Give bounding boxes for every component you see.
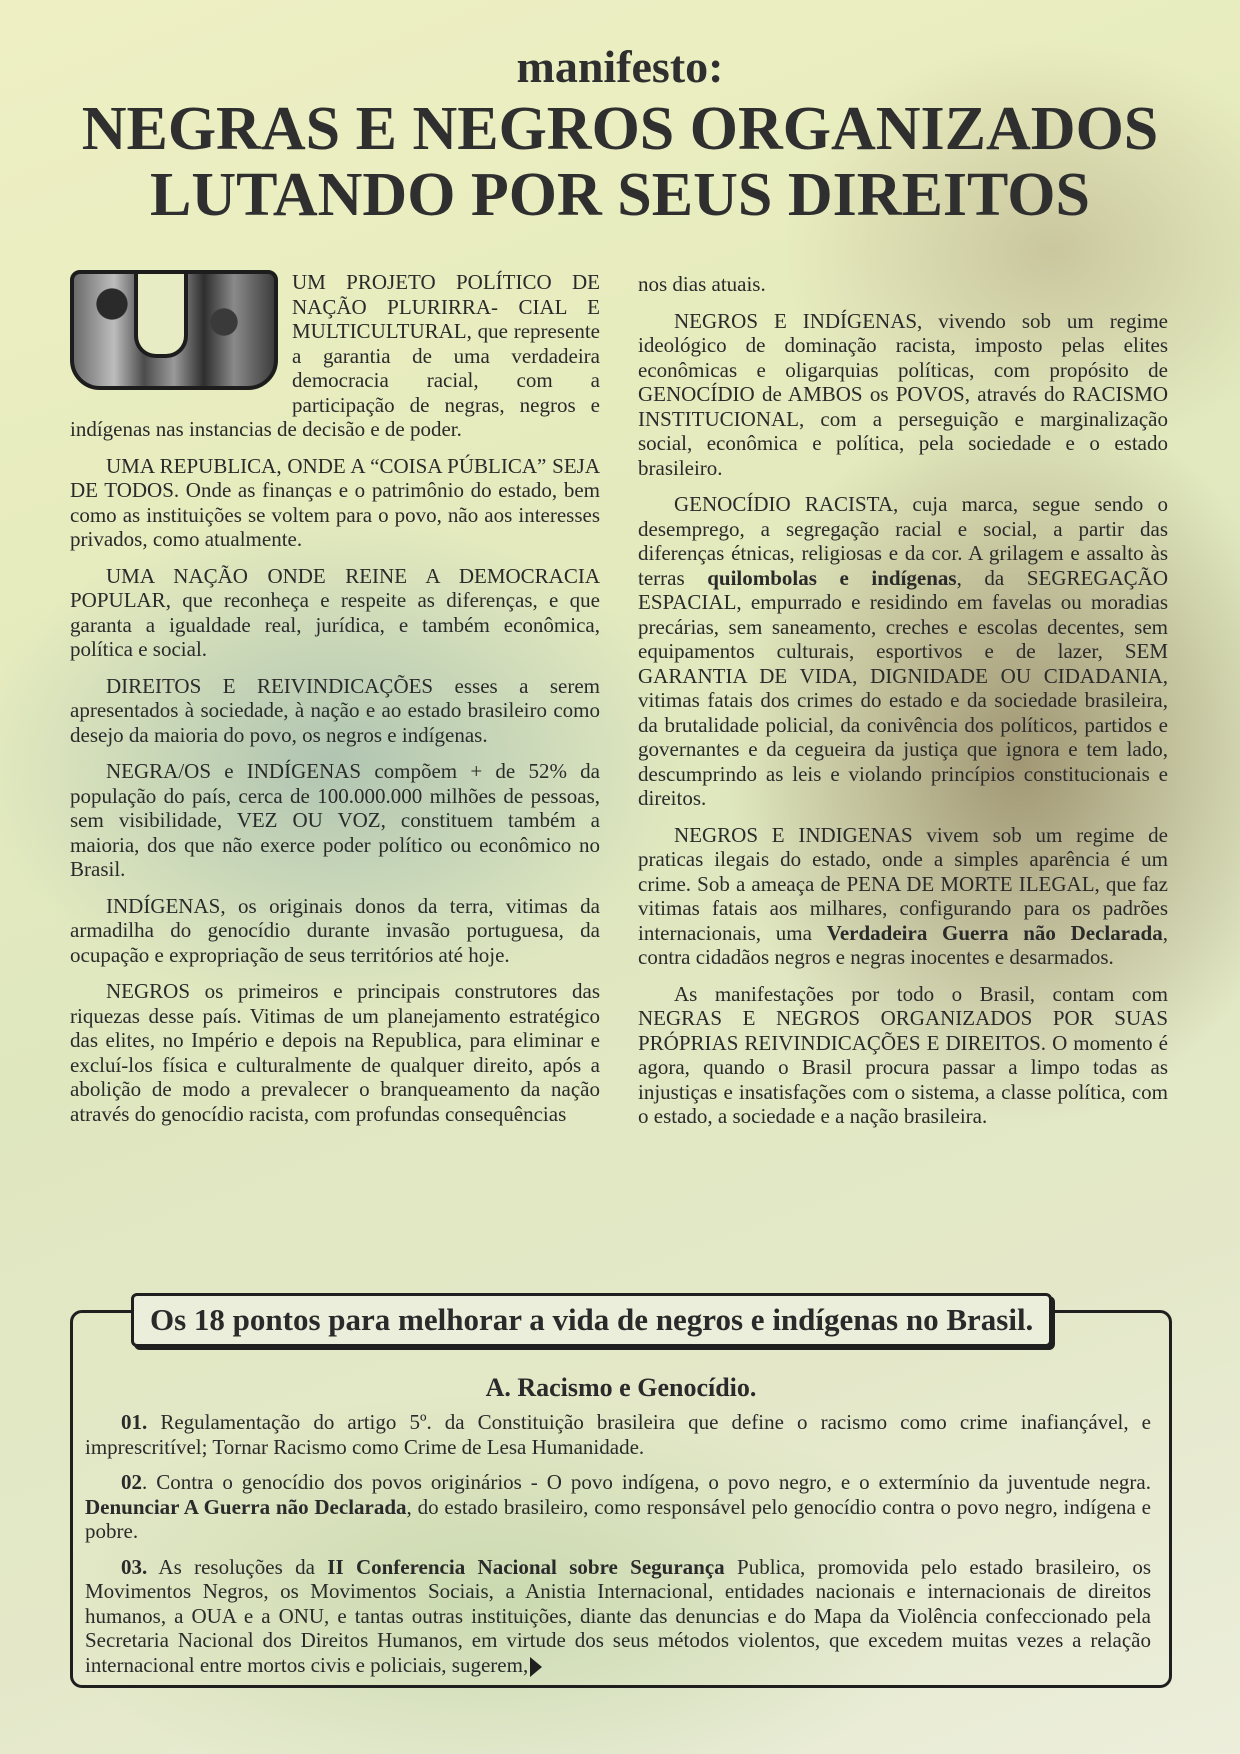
paragraph-projeto: UM PROJETO POLÍTICO DE NAÇÃO PLURIRRA- CIAL E MULTICULTURAL, que represente a garantia de uma verdadeira democracia racial, com a participação de negras, negros e indígenas nas instancias de decisão e de poder. xyxy=(70,270,600,441)
title-line-2: LUTANDO POR SEUS DIREITOS xyxy=(150,161,1090,229)
point-text: , do estado brasileiro, como responsável pelo genocídio contra o povo negro, indígena e pobre. xyxy=(85,1494,1152,1543)
bold-span: Verdadeira Guerra não Declarada xyxy=(826,920,1163,945)
points-box xyxy=(70,1302,1172,1688)
point-text: . Contra o genocídio dos povos originários - O povo indígena, o povo negro, e o extermínio da juventude negra. xyxy=(142,1470,1151,1494)
point-text: Regulamentação do artigo 5º. da Constituição brasileira que define o racismo como crime inafiançável, e imprescritível; Tornar Racismo como Crime de Lesa Humanidade. xyxy=(85,1410,1151,1459)
text-span: NEGROS E INDIGENAS vivem sob um regime de praticas ilegais do estado, onde a simples aparência é um crime. Sob a ameaça de PENA DE MORTE ILEGAL, que faz vitimas fatais aos milhares, configurando para os padrões internacionais, uma xyxy=(638,822,1168,945)
point-01 xyxy=(85,1410,1151,1459)
paragraph-praticas xyxy=(638,823,1168,970)
paragraph-direitos: DIREITOS E REIVINDICAÇÕES esses a serem apresentados à sociedade, à nação e ao estado brasileiro como desejo da maioria do povo, os negros e indígenas. xyxy=(70,673,600,747)
point-bold: II Conferencia Nacional sobre Segurança xyxy=(327,1554,725,1579)
bold-span: quilombolas e indígenas xyxy=(707,565,957,590)
text-span: , contra cidadãos negros e negras inocentes e desarmados. xyxy=(638,920,1168,969)
point-text: As resoluções da xyxy=(147,1554,328,1579)
title-line-1: NEGRAS E NEGROS ORGANIZADOS xyxy=(81,95,1159,163)
paragraph-manifestacoes: As manifestações por todo o Brasil, contam com NEGRAS E NEGROS ORGANIZADOS POR SUAS PRÓPRIAS REIVINDICAÇÕES E DIREITOS. O momento é agora, quando o Brasil procura passar a limpo todas as injustiças e insatisfações com o sistema, a classe política, com o estado, a sociedade e a nação brasileira. xyxy=(638,981,1168,1128)
point-bold: Denunciar A Guerra não Declarada xyxy=(85,1494,407,1519)
point-number: 02 xyxy=(121,1470,142,1494)
box-title: Os 18 pontos para melhorar a vida de negros e indígenas no Brasil. xyxy=(131,1293,1052,1347)
section-title: A. Racismo e Genocídio. xyxy=(485,1373,757,1402)
kicker: manifesto: xyxy=(516,41,724,92)
historical-photo xyxy=(70,270,278,390)
point-03 xyxy=(85,1555,1151,1678)
points-list xyxy=(85,1410,1151,1688)
paragraph-regime: NEGROS E INDÍGENAS, vivendo sob um regime ideológico de dominação racista, imposto pelas elites econômicas e oligarquias políticas, com propósito de GENOCÍDIO de AMBOS os POVOS, através do RACISMO INSTITUCIONAL, com a perseguição e marginalização social, econômica e política, pela sociedade e o estado brasileiro. xyxy=(638,308,1168,480)
paragraph-populacao: NEGRA/OS e INDÍGENAS compõem + de 52% da população do país, cerca de 100.000.000 milhões de pessoas, sem visibilidade, VEZ OU VOZ, constituem também a maioria, dos que não exerce poder político ou econômico no Brasil. xyxy=(70,759,600,881)
right-column xyxy=(638,272,1168,1141)
text-span: GENOCÍDIO RACISTA, cuja marca, segue sendo o desemprego, a segregação racial e social, a partir das diferenças étnicas, religiosas e da cor. A grilagem e assalto às terras xyxy=(638,492,1168,590)
left-column xyxy=(70,270,600,1138)
text-span: , da SEGREGAÇÃO ESPACIAL, empurrado e residindo em favelas ou moradias precárias, sem saneamento, creches e escolas decentes, sem equipamentos culturais, esportivos e de lazer, SEM GARANTIA DE VIDA, DIGNIDADE OU CIDADANIA, vitimas fatais dos crimes do estado e da sociedade brasileira, da brutalidade policial, da conivência dos políticos, partidos e governantes e da cegueira da justiça que ignora e tem lado, descumprindo as leis e violando princípios constitucionais e direitos. xyxy=(638,565,1169,810)
point-number: 01. xyxy=(121,1410,148,1434)
point-02 xyxy=(85,1470,1151,1544)
paragraph-genocidio xyxy=(638,492,1168,811)
point-text: Publica, promovida pelo estado brasileiro, os Movimentos Negros, os Movimentos Sociais, a Anistia Internacional, entidades nacionais e internacionais de direitos humanos, a OUA e a ONU, e tantas outras instituições, diante das denuncias e do Mapa da Violência confeccionado pela Secretaria Nacional dos Direitos Humanos, em virtude dos seus métodos violentos, que excedem muitas vezes a relação internacional entre mortos civis e policiais, sugerem, xyxy=(85,1554,1151,1677)
paragraph-continuation: nos dias atuais. xyxy=(638,272,766,296)
photo-letter-cutout xyxy=(134,270,188,358)
paragraph-indigenas: INDÍGENAS, os originais donos da terra, vitimas da armadilha do genocídio durante invasão portuguesa, da ocupação e expropriação de seus territórios até hoje. xyxy=(70,893,600,967)
page-header xyxy=(0,40,1240,229)
right-arrow-icon xyxy=(530,1657,542,1677)
paragraph-republica: UMA REPUBLICA, ONDE A “COISA PÚBLICA” SEJA DE TODOS. Onde as finanças e o patrimônio do estado, bem como as instituições se voltem para o povo, não aos interesses privados, como atualmente. xyxy=(70,453,600,551)
paragraph-nacao: UMA NAÇÃO ONDE REINE A DEMOCRACIA POPULAR, que reconheça e respeite as diferenças, e que garanta a igualdade real, jurídica, e também econômica, política e social. xyxy=(70,563,600,661)
point-number: 03. xyxy=(121,1554,148,1579)
paragraph-negros: NEGROS os primeiros e principais construtores das riquezas desse país. Vitimas de um planejamento estratégico das elites, no Império e depois na Republica, para eliminar e excluí-los física e culturalmente de qualquer direito, após a abolição de modo a prevalecer o branqueamento da nação através do genocídio racista, com profundas consequências xyxy=(70,979,600,1126)
